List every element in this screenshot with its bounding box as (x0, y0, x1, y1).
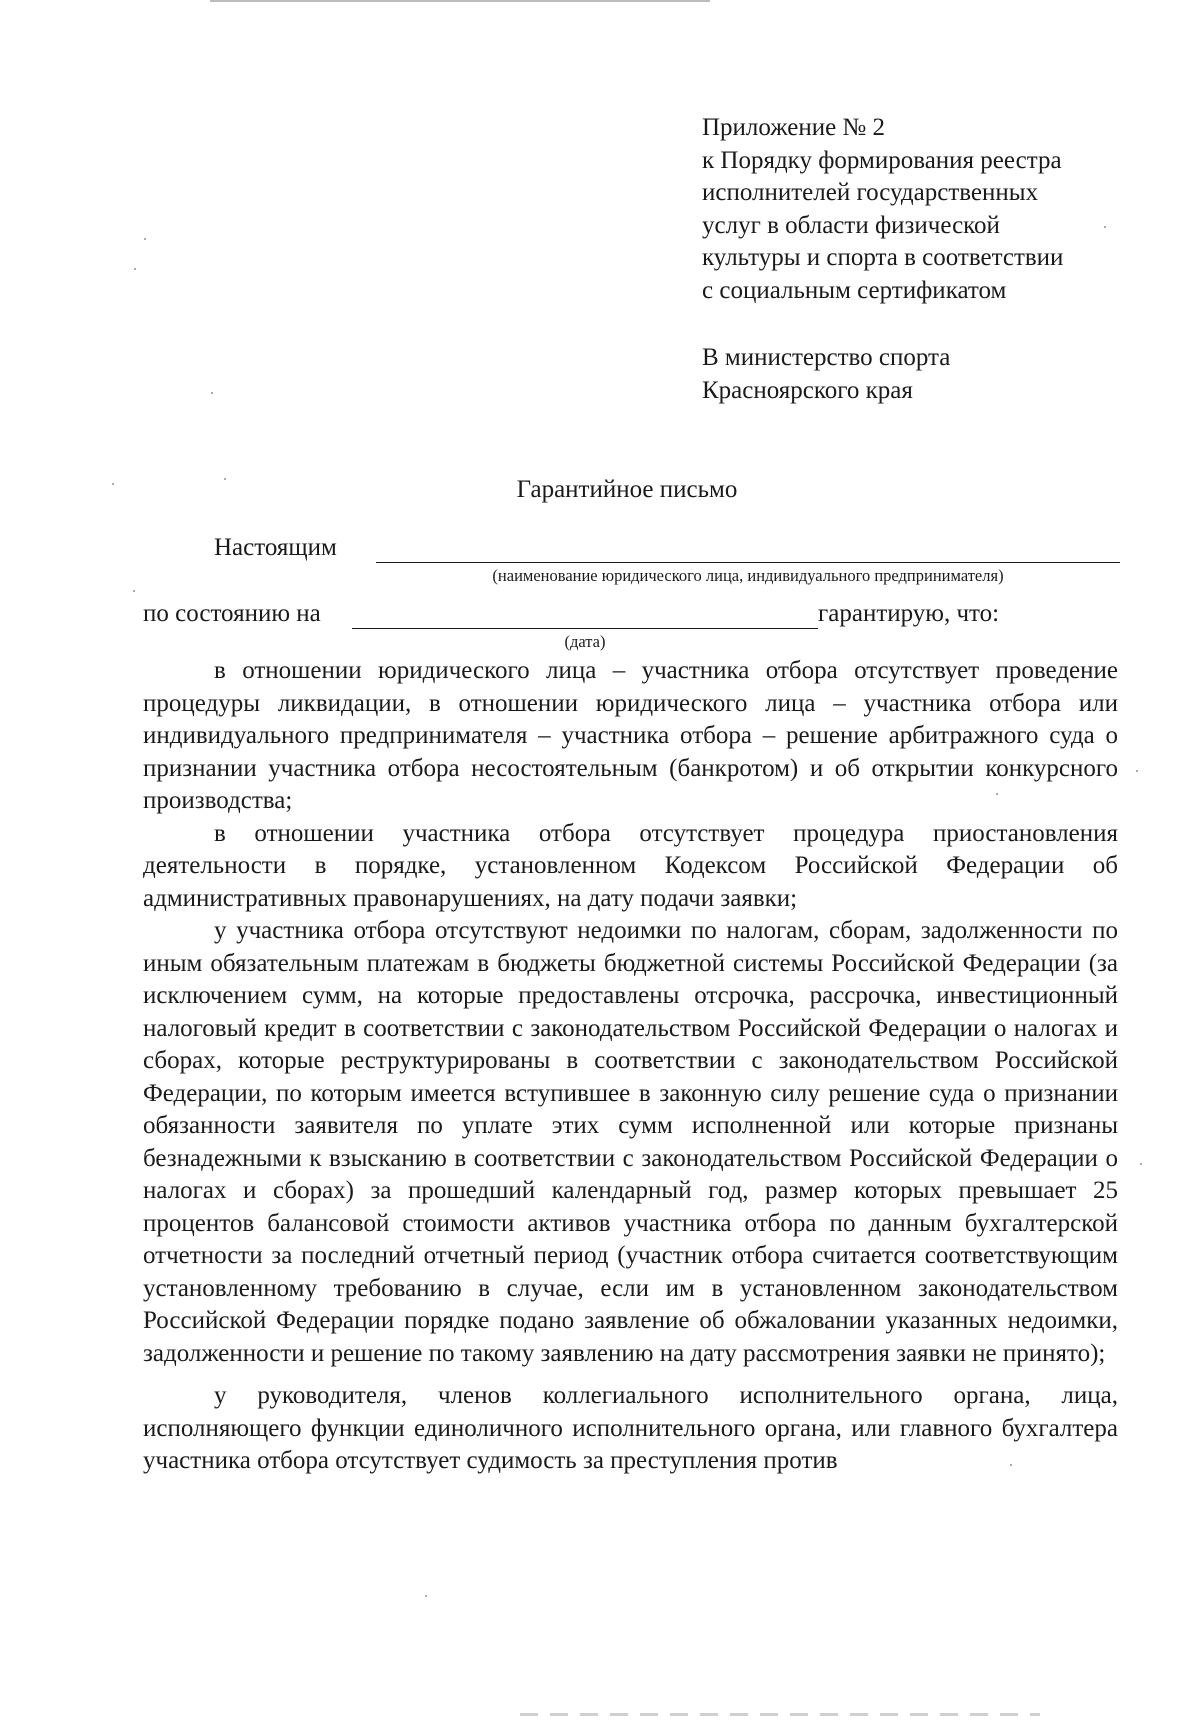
appendix-line: культуры и спорта в соответствии (702, 244, 1064, 271)
appendix-line: исполнителей государственных (702, 179, 1039, 206)
body-paragraph: в отношении юридического лица – участника отбора отсутствует проведение процедуры ликвидации, в отношении юридического лица – участника отбора или индивидуального предпринимателя – участника отбора – решение арбитражного суда о признании участника отбора несостоятельным (банкротом) и об открытии конкурсного производства; (143, 657, 1118, 814)
date-blank[interactable] (352, 628, 818, 629)
scan-speck (1136, 770, 1138, 772)
scan-speck (144, 238, 146, 240)
guarantee-label: гарантирую, что: (818, 600, 1000, 627)
scan-speck (133, 590, 135, 592)
body-paragraph: в отношении участника отбора отсутствует процедура приостановления деятельности в порядке, установленном Кодексом Российской Федерации об административных правонарушениях, на дату подачи заявки; (143, 819, 1118, 912)
appendix-line: с социальным сертификатом (702, 276, 1007, 304)
scan-edge-top (210, 0, 710, 2)
addressee-line: Красноярского края (702, 376, 913, 404)
scan-edge-bottom (520, 1713, 1040, 1716)
scan-speck (134, 268, 136, 270)
as-of-label: по состоянию на (143, 600, 321, 627)
addressee-line: В министерство спорта (702, 344, 951, 371)
scan-speck (1140, 1163, 1142, 1165)
body-paragraph: у руководителя, членов коллегиального исполнительного органа, лица, исполняющего функции единоличного исполнительного органа, или главного бухгалтера участника отбора отсутствует судимость за преступления против (143, 1382, 1118, 1474)
entity-name-hint: (наименование юридического лица, индивидуального предпринимателя) (492, 566, 1004, 585)
body-paragraph: у участника отбора отсутствуют недоимки по налогам, сборам, задолженности по иным обязательным платежам в бюджеты бюджетной системы Российской Федерации (за исключением сумм, на которые предоставлены отсрочка, рассрочка, инвестиционный налоговый кредит в соответствии с законодательством Российской Федерации о налогах и сборах, которые реструктурированы в соответствии с законодательством Российской Федерации, по которым имеется вступившее в законную силу решение суда о признании обязанности заявителя по уплате этих сумм исполненной или которые признаны безнадежными к взысканию в соответствии с законодательством Российской Федерации о налогах и сборах) за прошедший календарный год, размер которых превышает 25 процентов балансовой стоимости активов участника отбора по данным бухгалтерской отчетности за последний отчетный период (участник отбора считается соответствующим установленному требованию в случае, если им в установленном законодательством Российской Федерации порядке подано заявление об обжаловании указанных недоимки, задолженности и решение по такому заявлению на дату рассмотрения заявки не принято); (143, 917, 1118, 1367)
scan-speck (211, 392, 213, 394)
hereby-label: Настоящим (214, 534, 337, 561)
appendix-block (702, 112, 1142, 307)
letter-title: Гарантийное письмо (516, 476, 738, 503)
appendix-line: к Порядку формирования реестра (702, 146, 1062, 174)
addressee-block (702, 342, 1142, 407)
letter-body (143, 655, 1118, 1478)
date-hint: (дата) (564, 632, 606, 651)
appendix-line: услуг в области физической (702, 211, 1000, 239)
appendix-line: Приложение № 2 (702, 114, 886, 141)
entity-name-blank[interactable] (376, 562, 1120, 563)
scan-speck (425, 1595, 427, 1597)
